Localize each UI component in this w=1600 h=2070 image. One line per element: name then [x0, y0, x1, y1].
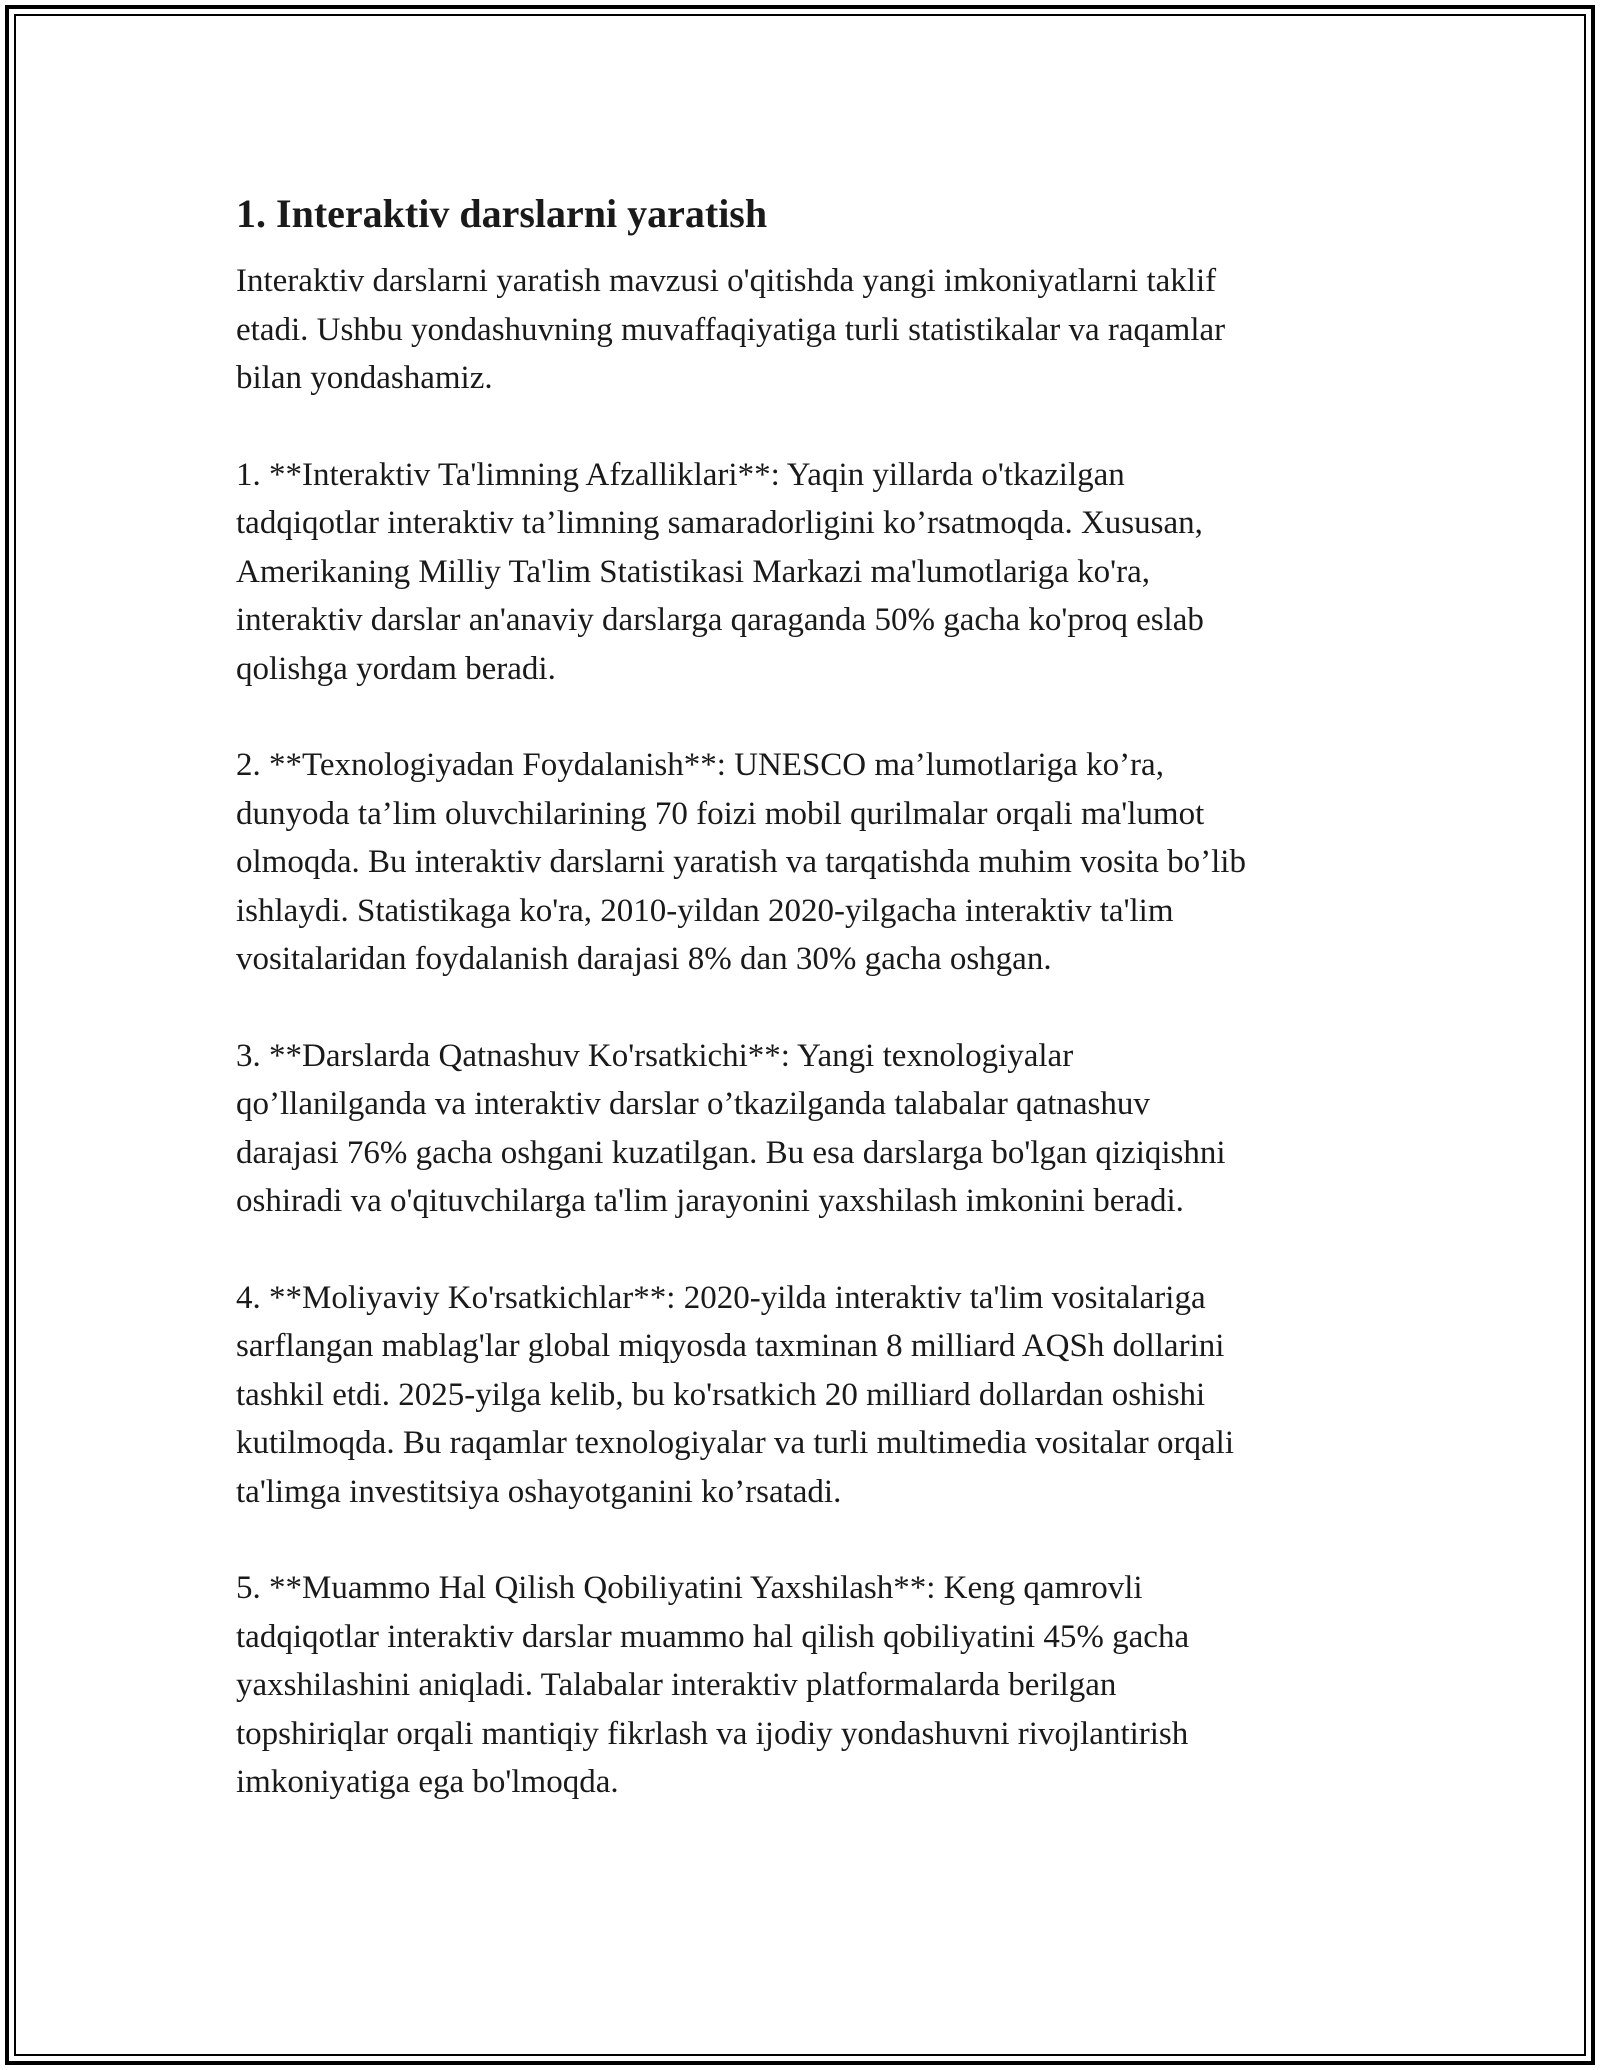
list-item-4: 4. **Moliyaviy Ko'rsatkichlar**: 2020-yilda interaktiv ta'lim vositalariga sarflangan mablag'lar global miqyosda taxminan 8 milliard AQSh dollarini tashkil etdi. 2025-yilga kelib, bu ko'rsatkich 20 milliard dollardan oshishi kutilmoqda. Bu raqamlar texnologiyalar va turli multimedia vositalar orqali ta'limga investitsiya oshayotganini ko’rsatadi.	[236, 1279, 1234, 1510]
list-item-1: 1. **Interaktiv Ta'limning Afzalliklari**: Yaqin yillarda o'tkazilgan tadqiqotlar interaktiv ta’limning samaradorligini ko’rsatmoqda. Xususan, Amerikaning Milliy Ta'lim Statistikasi Markazi ma'lumotlariga ko'ra, interaktiv darslar an'anaviy darslarga qaraganda 50% gacha ko'proq eslab qolishga yordam beradi.	[236, 456, 1204, 687]
document-body	[236, 185, 1386, 1855]
list-item-5: 5. **Muammo Hal Qilish Qobiliyatini Yaxshilash**: Keng qamrovli tadqiqotlar interaktiv darslar muammo hal qilish qobiliyatini 45% gacha yaxshilashini aniqladi. Talabalar interaktiv platformalarda berilgan topshiriqlar orqali mantiqiy fikrlash va ijodiy yondashuvni rivojlantirish imkoniyatiga ega bo'lmoqda.	[236, 1570, 1190, 1800]
list-item-2: 2. **Texnologiyadan Foydalanish**: UNESCO ma’lumotlariga ko’ra, dunyoda ta’lim oluvchilarining 70 foizi mobil qurilmalar orqali ma'lumot olmoqda. Bu interaktiv darslarni yaratish va tarqatishda muhim vosita bo’lib ishlaydi. Statistikaga ko'ra, 2010-yildan 2020-yilgacha interaktiv ta'lim vositalaridan foydalanish darajasi 8% dan 30% gacha oshgan.	[236, 747, 1246, 977]
intro-paragraph: Interaktiv darslarni yaratish mavzusi o'qitishda yangi imkoniyatlarni taklif etadi. Ushbu yondashuvning muvaffaqiyatiga turli statistikalar va raqamlar bilan yondashamiz.	[236, 263, 1226, 396]
list-item-3: 3. **Darslarda Qatnashuv Ko'rsatkichi**: Yangi texnologiyalar qo’llanilganda va interaktiv darslar o’tkazilganda talabalar qatnashuv darajasi 76% gacha oshgani kuzatilgan. Bu esa darslarga bo'lgan qiziqishni oshiradi va o'qituvchilarga ta'lim jarayonini yaxshilash imkonini beradi.	[236, 1037, 1226, 1219]
section-heading: 1. Interaktiv darslarni yaratish	[236, 191, 768, 236]
